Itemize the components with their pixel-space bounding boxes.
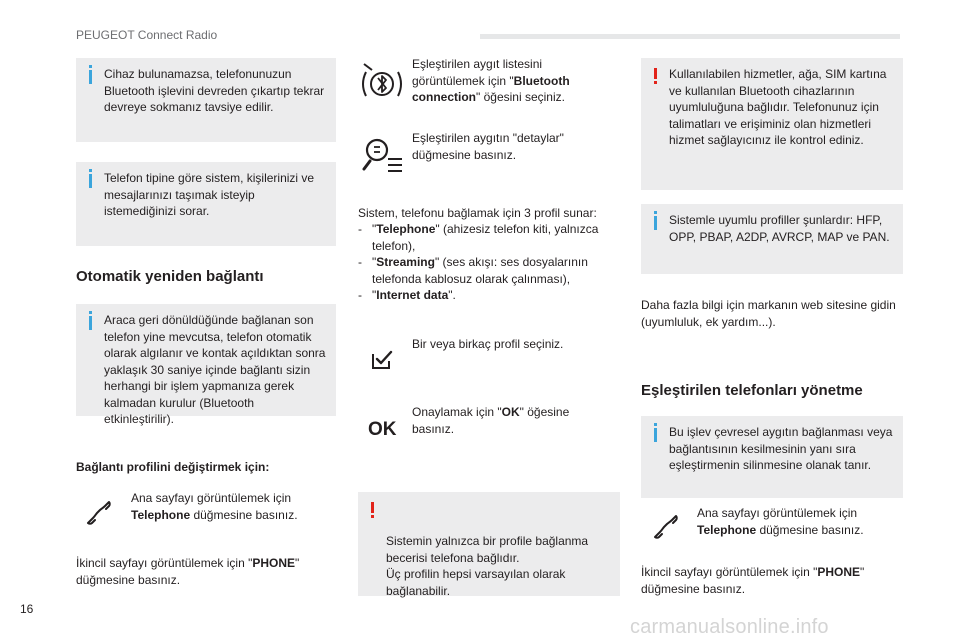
list-item: - "Telephone" (ahizesiz telefon kiti, yalnızca telefon), (358, 222, 599, 253)
info-box-bluetooth-reset (76, 58, 336, 142)
phone-handset-icon (651, 512, 681, 542)
info-icon (654, 428, 657, 442)
info-text: Telefon tipine göre sistem, kişilerinizi ve mesajlarınızı taşımak isteyip istemediğinizi sorar. (104, 171, 315, 218)
step-open-telephone: Ana sayfayı görüntülemek için Telephone düğmesine basınız. (697, 506, 864, 537)
info-box-contacts (76, 162, 336, 246)
info-box-auto-reconnect (76, 304, 336, 426)
bluetooth-connection-label: Bluetooth connection (412, 73, 570, 104)
info-icon (89, 70, 92, 84)
checkbox-check-icon (371, 350, 393, 370)
step-bluetooth-connection: Eşleştirilen aygıt listesini görüntülemek için "Bluetooth connection" öğesini seçiniz. (412, 57, 570, 104)
warning-icon (371, 502, 374, 513)
phone-label: PHONE (252, 556, 296, 570)
warning-box-profiles (358, 492, 620, 596)
step-open-telephone: Ana sayfayı görüntülemek için Telephone düğmesine basınız. (131, 491, 298, 522)
warning-box-services (641, 58, 903, 190)
info-box-compatible-profiles (641, 204, 903, 274)
info-icon (89, 174, 92, 188)
step-details: Eşleştirilen aygıtın "detaylar" düğmesine basınız. (412, 131, 564, 162)
info-text: Bu işlev çevresel aygıtın bağlanması veya bağlantısının kesilmesinin yanı sıra eşleştirmenin silinmesine olanak tanır. (669, 425, 893, 472)
info-text: Sistemle uyumlu profiller şunlardır: HFP, OPP, PBAP, A2DP, AVRCP, MAP ve PAN. (669, 213, 890, 244)
step-open-phone-page: İkincil sayfayı görüntülemek için "PHONE" düğmesine basınız. (76, 556, 300, 587)
ok-label: OK (501, 405, 520, 419)
section-heading-auto-reconnect: Otomatik yeniden bağlantı (76, 268, 264, 285)
subheading-change-profile: Bağlantı profilini değiştirmek için: (76, 460, 270, 474)
warning-text: Kullanılabilen hizmetler, ağa, SIM kartına ve kullanılan Bluetooth cihazlarının uyumluluğuna bağlıdır. Telefonunuz için talimatları ve erişiminiz olan hizmetleri hizmet sağlayıcınız ile kontrol ediniz. (669, 67, 887, 147)
telephone-label: Telephone (131, 507, 191, 522)
more-info-text: Daha fazla bilgi için markanın web sitesine gidin (uyumluluk, ek yardım...). (641, 298, 896, 329)
info-text: Cihaz bulunamazsa, telefonunuzun Bluetooth işlevini devreden çıkartıp tekrar devreye sokmanız tavsiye edilir. (104, 67, 325, 114)
profiles-list (358, 221, 620, 304)
list-item: - "Internet data". (358, 288, 456, 302)
phone-label: PHONE (817, 565, 861, 579)
header-rule (480, 34, 900, 39)
details-search-icon (362, 135, 404, 175)
info-icon (654, 216, 657, 230)
warning-text: Sistemin yalnızca bir profile bağlanma becerisi telefona bağlıdır. Üç profilin hepsi varsayılan olarak bağlanabilir. (386, 534, 589, 598)
ok-button-icon: OK (368, 419, 397, 440)
phone-handset-icon (84, 498, 114, 528)
watermark: carmanualsonline.info (630, 616, 829, 638)
page-number: 16 (20, 602, 34, 616)
info-box-manage-phones (641, 416, 903, 498)
list-item: - "Streaming" (ses akışı: ses dosyalarının telefonda kablosuz olarak çalınması), (358, 255, 588, 286)
telephone-label: Telephone (697, 522, 757, 537)
bluetooth-connection-icon (360, 60, 404, 108)
info-text: Araca geri dönüldüğünde bağlanan son telefon yine mevcutsa, telefon otomatik olarak algılanır ve kontak açıldıktan sonra yaklaşık 30 saniye içinde bağlantı sizin herhangi bir işlem yapmanıza gerek kalmadan kurulur (Bluetooth etkinleştirilir). (104, 313, 326, 426)
info-icon (89, 316, 92, 330)
page-header-title: PEUGEOT Connect Radio (76, 28, 218, 42)
warning-icon (654, 68, 657, 79)
profiles-intro: Sistem, telefonu bağlamak için 3 profil sunar: (358, 206, 597, 220)
step-confirm: Onaylamak için "OK" öğesine basınız. (412, 405, 570, 436)
step-select-profiles: Bir veya birkaç profil seçiniz. (412, 337, 564, 351)
section-heading-manage-phones: Eşleştirilen telefonları yönetme (641, 382, 863, 399)
step-open-phone-page: İkincil sayfayı görüntülemek için "PHONE" düğmesine basınız. (641, 565, 865, 596)
